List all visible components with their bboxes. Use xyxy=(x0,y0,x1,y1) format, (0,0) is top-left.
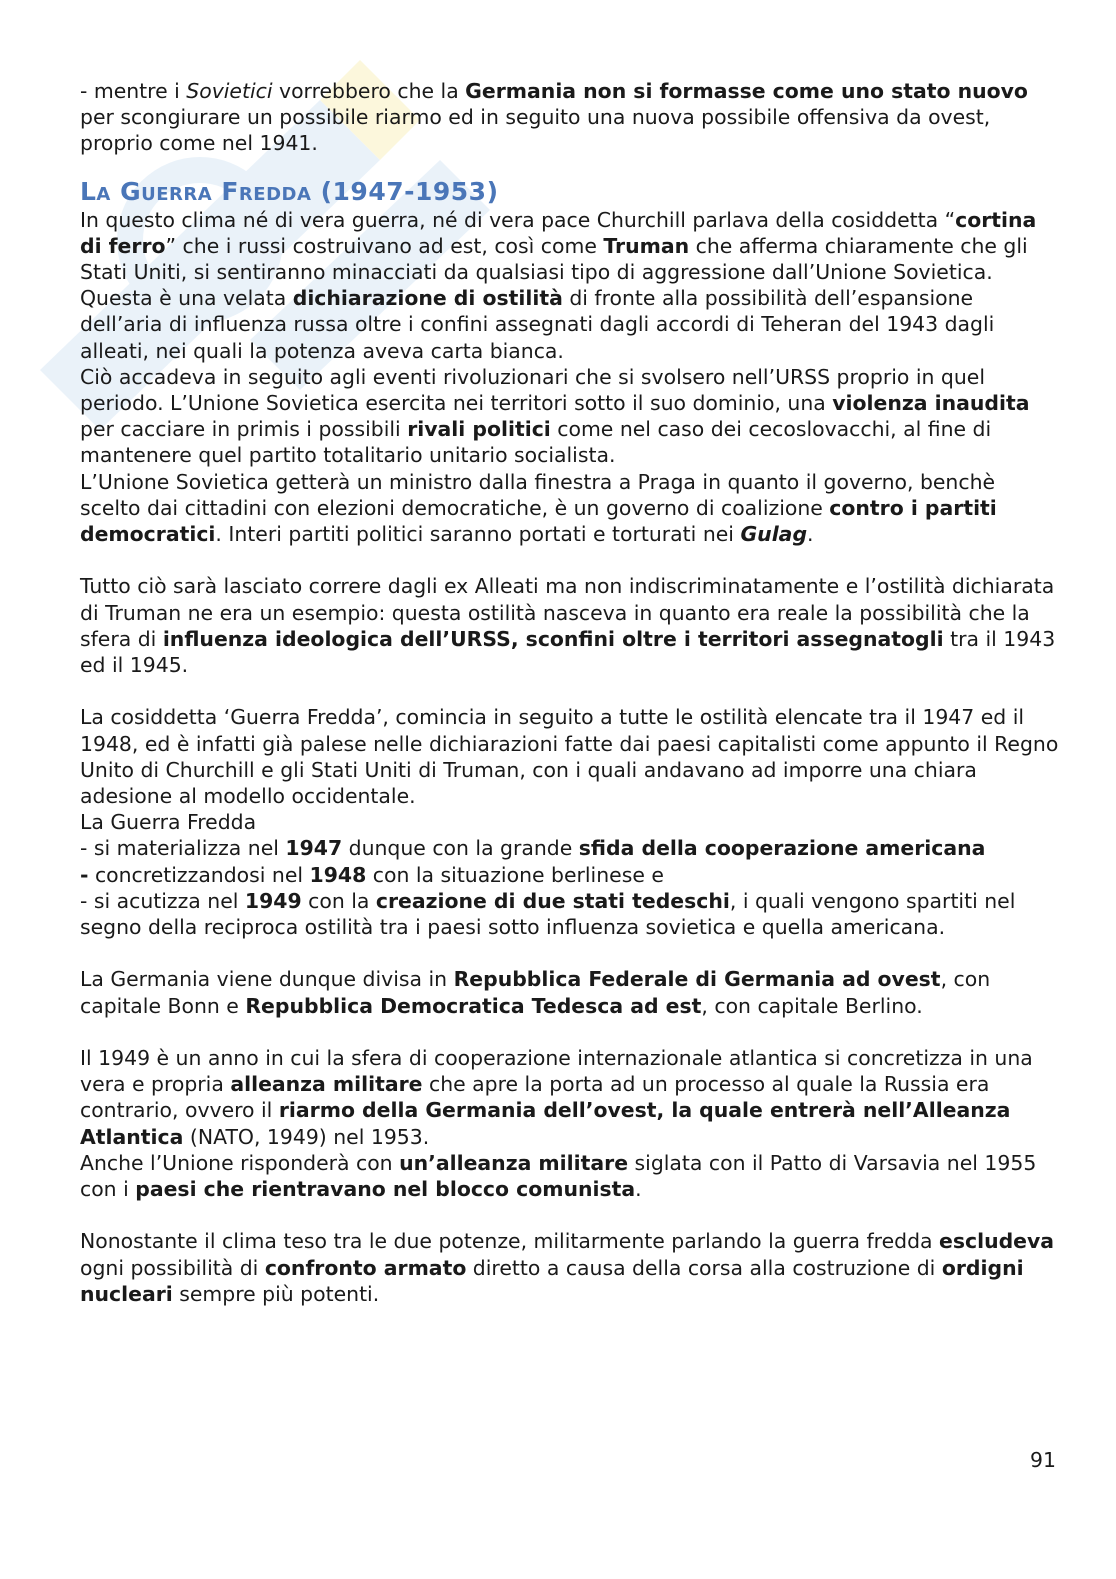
text-run: . xyxy=(807,522,814,547)
text-run: un’alleanza militare xyxy=(399,1150,629,1175)
text-run: Il 1949 è un anno in cui la sfera di cooperazione internazionale atlantica si concretizza in una vera e propria xyxy=(80,1046,1033,1097)
text-run: Tutto ciò sarà lasciato correre dagli ex Alleati ma non indiscriminatamente e l’ostilità dichiarata di Truman ne era un esempio: questa ostilità nasceva in quanto era reale la possibilità che la sfera di xyxy=(80,574,1055,651)
list-item xyxy=(80,888,1060,940)
text-run: concretizzandosi nel xyxy=(88,862,310,887)
paragraph xyxy=(80,573,1060,678)
paragraph xyxy=(80,966,1060,1018)
text-run: che afferma chiaramente che gli Stati Uniti, si sentiranno minacciati da qualsiasi tipo di aggressione dall’Unione Sovietica. xyxy=(80,233,1028,285)
text-run: Truman xyxy=(603,233,690,258)
text-run: paesi che rientravano nel blocco comunista xyxy=(135,1177,636,1202)
text-run: Questa è una velata xyxy=(80,286,293,311)
text-run: ordigni nucleari xyxy=(80,1255,1024,1306)
text-run: ogni possibilità di xyxy=(80,1255,265,1280)
text-run: con la situazione berlinese e xyxy=(366,862,664,887)
text-run: tra il 1943 ed il 1945. xyxy=(80,626,1056,678)
list-item xyxy=(80,835,1060,861)
text-run: come nel caso dei cecoslovacchi, al fine di mantenere quel partito totalitario unitario socialista. xyxy=(80,417,992,468)
text-run: L’Unione Sovietica getterà un ministro dalla finestra a Praga in quanto il governo, benchè scelto dai cittadini con elezioni democratiche, è un governo di coalizione xyxy=(80,469,996,520)
text-run: In questo clima né di vera guerra, né di vera pace Churchill parlava della cosiddetta “ xyxy=(80,207,956,232)
text-run: violenza inaudita xyxy=(832,391,1030,416)
text-run: Germania non si formasse come uno stato nuovo xyxy=(465,79,1028,103)
text-run: , con capitale Berlino. xyxy=(701,993,923,1018)
text-run: - si acutizza nel xyxy=(80,888,245,913)
text-run: di fronte alla possibilità dell’espansione dell’aria di influenza russa oltre i confini assegnati dagli accordi di Teheran del 1943 dagli alleati, nei quali la potenza aveva carta bianca. xyxy=(80,286,995,363)
paragraph xyxy=(80,78,1060,157)
paragraph xyxy=(80,1045,1060,1150)
text-run: dunque con la grande xyxy=(342,836,579,861)
text-run: influenza ideologica dell’URSS, sconfini oltre i territori assegnatogli xyxy=(162,626,944,651)
text-run: sfida della cooperazione americana xyxy=(578,836,986,861)
text-run: La Guerra Fredda xyxy=(80,810,257,835)
section-heading: La Guerra Fredda (1947-1953) xyxy=(80,176,499,206)
text-run: confronto armato xyxy=(264,1255,467,1280)
text-run: Repubblica Federale di Germania ad ovest xyxy=(453,967,941,992)
text-run: (NATO, 1949) nel 1953. xyxy=(183,1124,430,1149)
document-body xyxy=(80,78,1060,1307)
text-run: Repubblica Democratica Tedesca ad est xyxy=(245,993,702,1018)
text-run: 1949 xyxy=(244,888,302,913)
text-run: che apre la porta ad un processo al quale la Russia era contrario, ovvero il xyxy=(80,1072,990,1123)
paragraph xyxy=(80,469,1060,548)
paragraph xyxy=(80,285,1060,364)
text-run: Gulag xyxy=(740,522,808,547)
text-run: per scongiurare un possibile riarmo ed in seguito una nuova possibile offensiva da ovest, proprio come nel 1941. xyxy=(80,105,991,156)
text-run: per cacciare in primis i possibili xyxy=(80,417,408,442)
text-run: ” che i russi costruivano ad est, così come xyxy=(165,233,604,258)
paragraph xyxy=(80,1228,1060,1307)
text-run: 1948 xyxy=(309,862,367,887)
text-run: - xyxy=(80,862,89,887)
text-run: rivali politici xyxy=(407,417,551,442)
page-number: 91 xyxy=(1030,1448,1056,1472)
text-run: dichiarazione di ostilità xyxy=(292,286,563,311)
text-run: . xyxy=(635,1177,642,1202)
text-run: Sovietici xyxy=(186,79,273,103)
text-run: - si materializza nel xyxy=(80,836,286,861)
list-item xyxy=(80,862,1060,888)
text-run: Nonostante il clima teso tra le due potenze, militarmente parlando la guerra fredda xyxy=(80,1229,940,1254)
text-run: riarmo della Germania dell’ovest, la quale entrerà nell’Alleanza Atlantica xyxy=(80,1098,1011,1149)
text-run: Ciò accadeva in seguito agli eventi rivoluzionari che si svolsero nell’URSS proprio in quel periodo. L’Unione Sovietica esercita nei territori sotto il suo dominio, una xyxy=(80,364,985,416)
text-run: diretto a causa della corsa alla costruzione di xyxy=(466,1255,942,1280)
paragraph xyxy=(80,207,1060,286)
text-run: cortina di ferro xyxy=(80,207,1037,258)
text-run: , i quali vengono spartiti nel segno della reciproca ostilità tra i paesi sotto influenza sovietica e quella americana. xyxy=(80,888,1016,940)
text-run: . Interi partiti politici saranno portati e torturati nei xyxy=(215,522,741,547)
text-run: La Germania viene dunque divisa in xyxy=(80,967,454,992)
paragraph xyxy=(80,1150,1060,1202)
paragraph xyxy=(80,364,1060,469)
text-run: siglata con il Patto di Varsavia nel 1955 con i xyxy=(80,1150,1037,1202)
text-run: Anche l’Unione risponderà con xyxy=(80,1150,400,1175)
text-run: sempre più potenti. xyxy=(172,1281,380,1306)
text-run: La cosiddetta ‘Guerra Fredda’, comincia in seguito a tutte le ostilità elencate tra il 1947 ed il 1948, ed è infatti già palese nelle dichiarazioni fatte dai paesi capitalisti come appunto il Regno Unito di Churchill e gli Stati Uniti di Truman, con i quali andavano ad imporre una chiara adesione al modello occidentale. xyxy=(80,705,1059,809)
text-run: con la xyxy=(301,888,376,913)
text-run: - mentre i xyxy=(80,79,187,103)
paragraph xyxy=(80,704,1060,809)
text-run: contro i partiti democratici xyxy=(80,495,997,547)
paragraph xyxy=(80,809,1060,835)
text-run: vorrebbero che la xyxy=(272,79,466,103)
text-run: alleanza militare xyxy=(230,1072,423,1097)
text-run: , con capitale Bonn e xyxy=(80,967,991,1018)
text-run: 1947 xyxy=(285,836,343,861)
text-run: escludeva xyxy=(939,1229,1055,1254)
text-run: creazione di due stati tedeschi xyxy=(375,888,730,913)
